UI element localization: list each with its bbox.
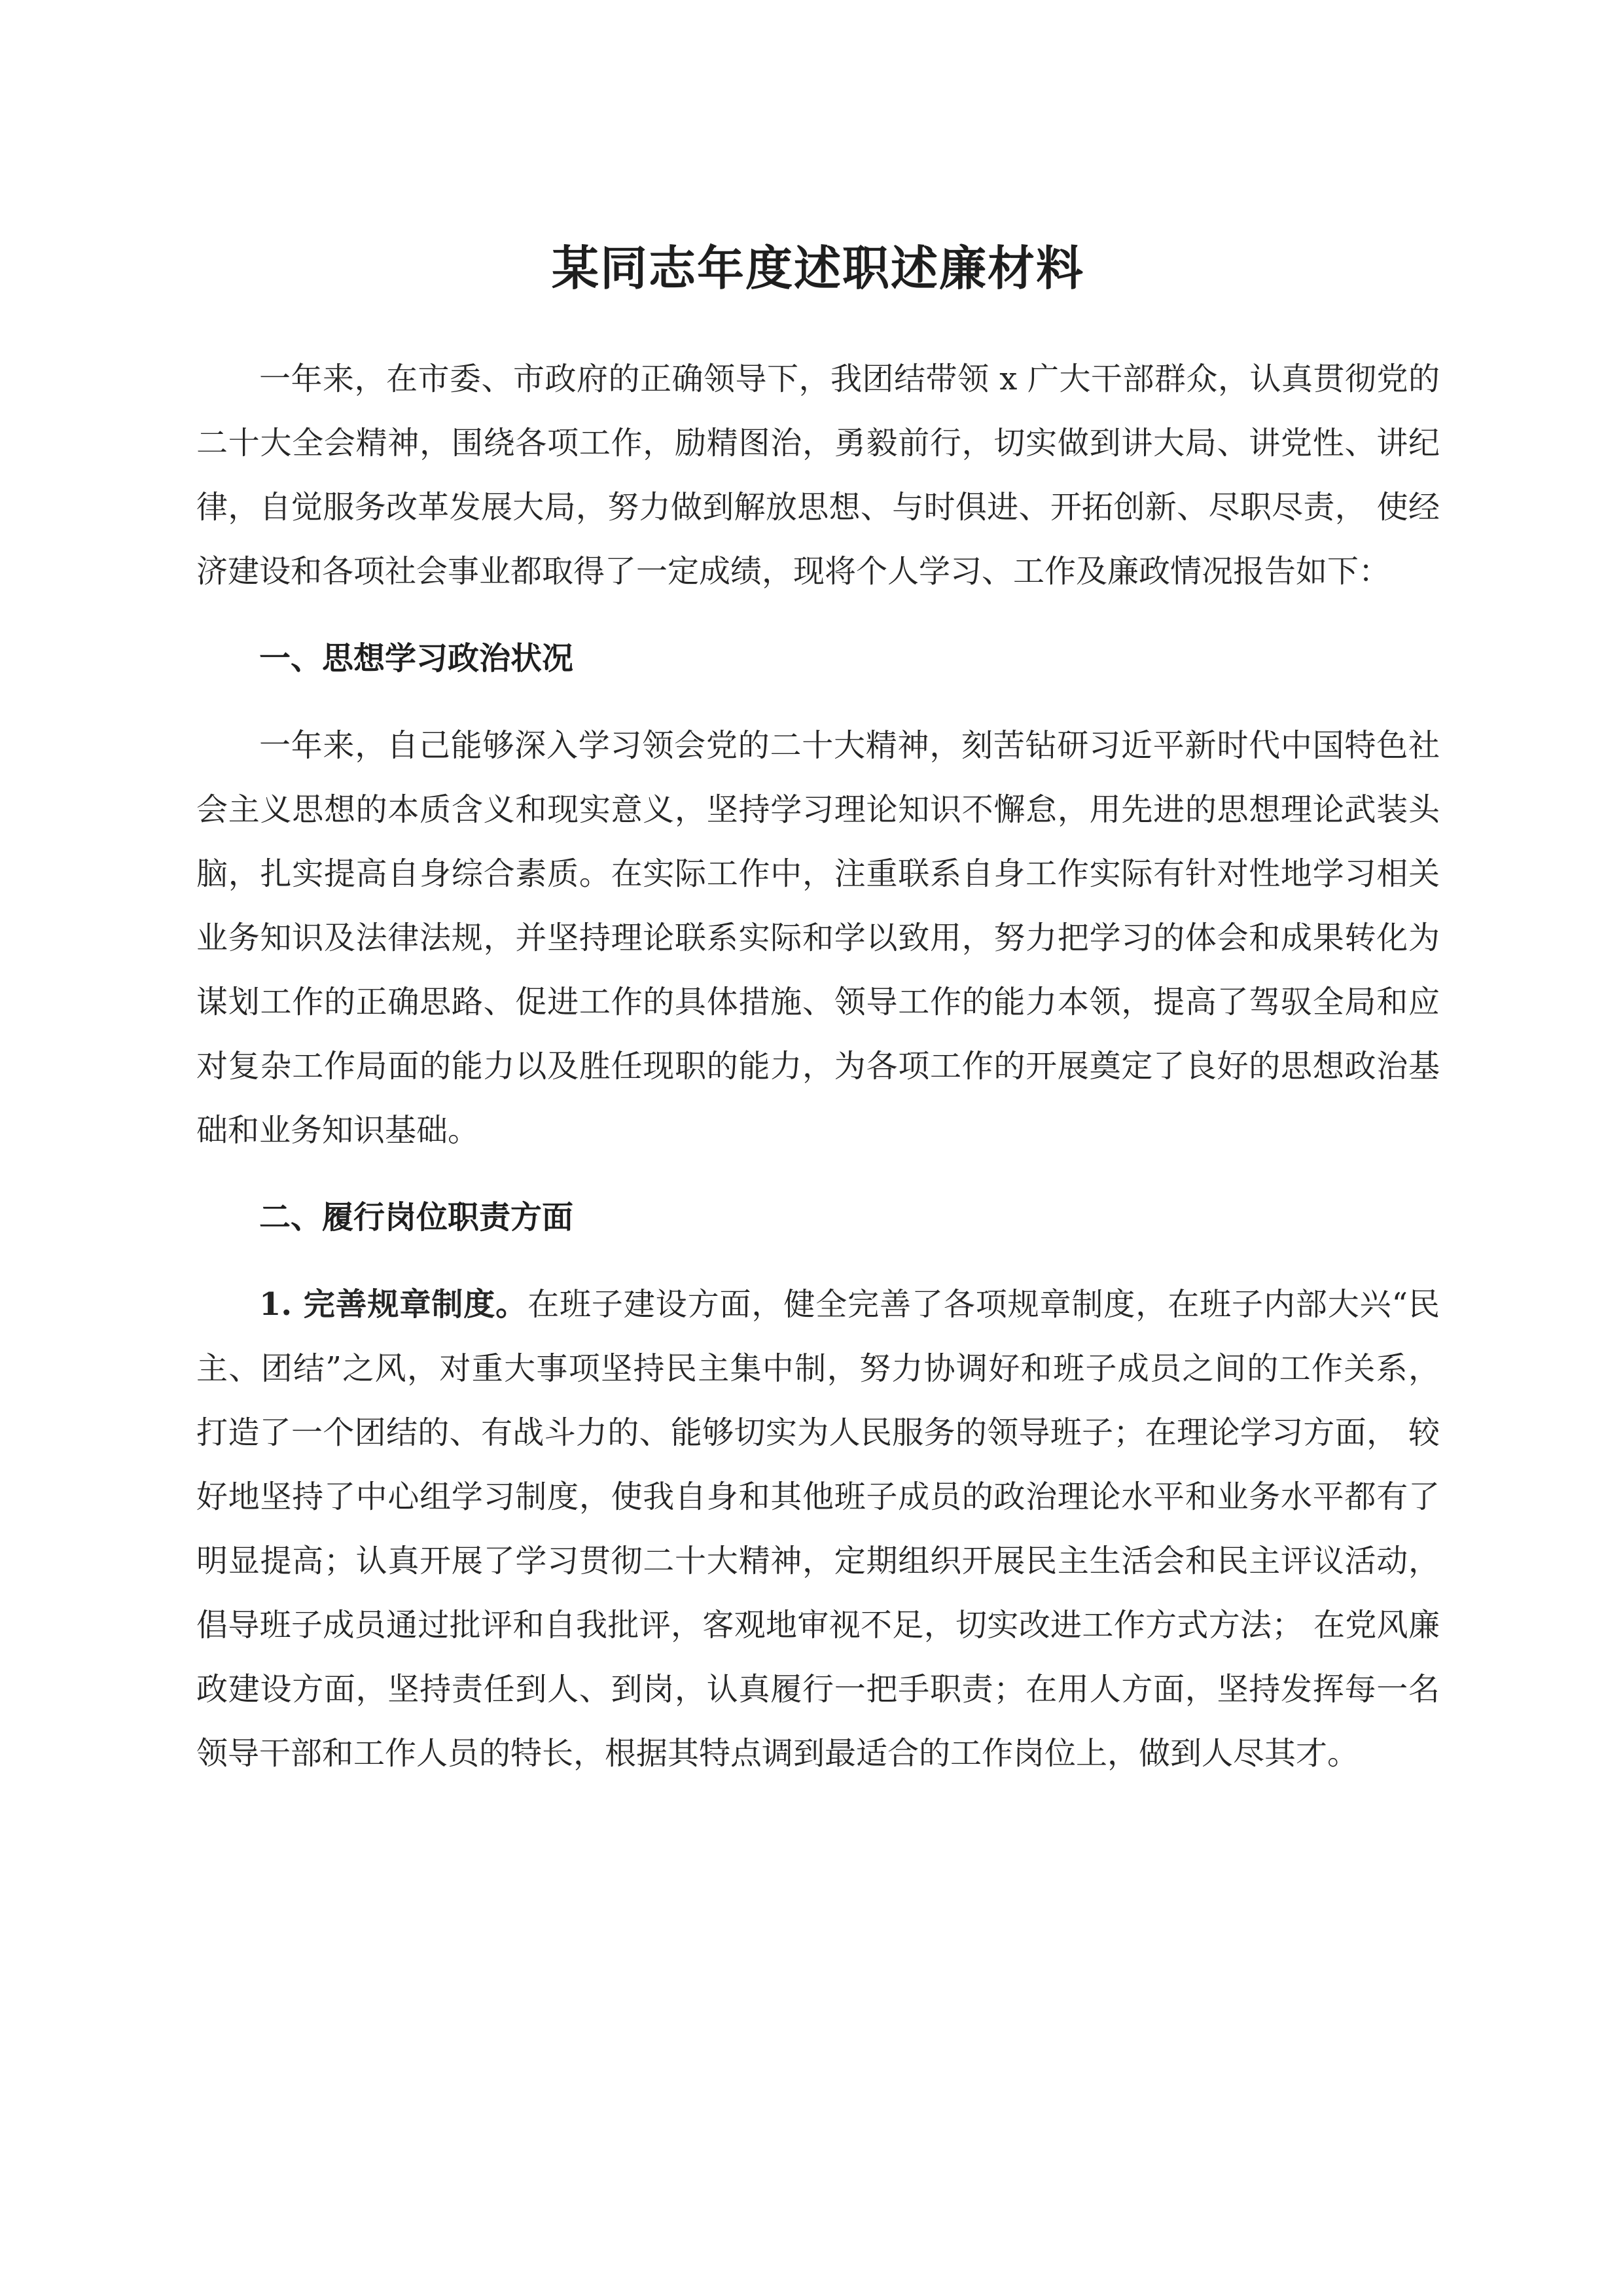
item-lead-text: 1. 完善规章制度。	[259, 1286, 528, 1323]
section-heading-1: 一、思想学习政治状况	[259, 640, 574, 677]
item-body-text: 在班子建设方面，健全完善了各项规章制度，在班子内部大兴“民主、团结”之风，对重大事项坚持民主集中制，努力协调好和班子成员之间的工作关系， 打造了一个团结的、有战斗力的、能够切实为人民服务的领导班子；在理论学习方面， 较好地坚持了中心组学习制度，使我自身和其他班子成员的政治理论水平和业务水平都有了明显提高；认真开展了学习贯彻二十大精神，定期组织开展民主生活会和民主评议活动，倡导班子成员通过批评和自我批评，客观地审视不足，切实改进工作方式方法； 在党风廉政建设方面，坚持责任到人、到岗，认真履行一把手职责；在用人方面，坚持发挥每一名领导干部和工作人员的特长，根据其特点调到最适合的工作岗位上，做到人尽其才。	[196, 1286, 1440, 1772]
section-heading-2: 二、履行岗位职责方面	[259, 1199, 574, 1236]
section-item-paragraph	[196, 1272, 1440, 1785]
document-body	[196, 236, 1440, 1808]
document-title: 某同志年度述职述廉材料	[551, 240, 1084, 296]
intro-paragraph: 一年来，在市委、市政府的正确领导下，我团结带领 x 广大干部群众，认真贯彻党的二十大全会精神，围绕各项工作，励精图治，勇毅前行，切实做到讲大局、讲党性、讲纪律，自觉服务改革发展大局，努力做到解放思想、与时俱进、开拓创新、尽职尽责， 使经济建设和各项社会事业都取得了一定成绩，现将个人学习、工作及廉政情况报告如下：	[196, 361, 1440, 590]
section-paragraph-1: 一年来，自己能够深入学习领会党的二十大精神，刻苦钻研习近平新时代中国特色社会主义思想的本质含义和现实意义，坚持学习理论知识不懈怠，用先进的思想理论武装头脑，扎实提高自身综合素质。在实际工作中，注重联系自身工作实际有针对性地学习相关业务知识及法律法规，并坚持理论联系实际和学以致用，努力把学习的体会和成果转化为谋划工作的正确思路、促进工作的具体措施、领导工作的能力本领，提高了驾驭全局和应对复杂工作局面的能力以及胜任现职的能力，为各项工作的开展奠定了良好的思想政治基础和业务知识基础。	[196, 727, 1440, 1149]
